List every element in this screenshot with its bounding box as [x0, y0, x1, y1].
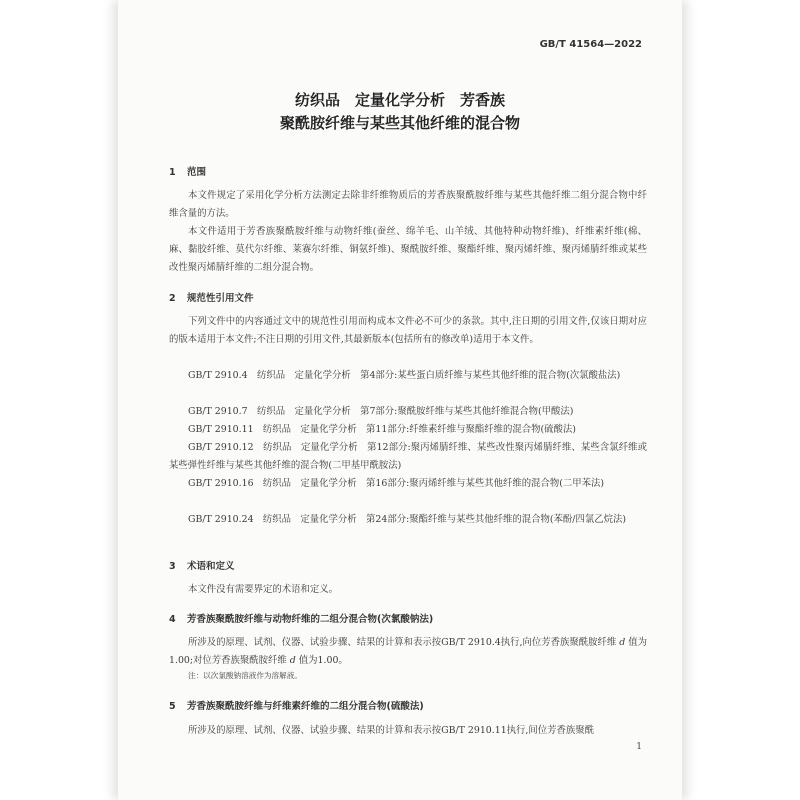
section-1-paragraph-2: 本文件适用于芳香族聚酰胺纤维与动物纤维(蚕丝、绵羊毛、山羊绒、其他特种动物纤维)、纤维素纤维(棉、麻、黏胶纤维、莫代尔纤维、莱赛尔纤维、铜氨纤维)、聚酰胺纤维、聚酯纤维、聚丙烯纤维、聚丙烯腈纤维或某些改性聚丙烯腈纤维的二组分混合物。 — [169, 226, 647, 273]
reference-item: GB/T 2910.16 纺织品 定量化学分析 第16部分:聚丙烯纤维与某些其他纤维的混合物(二甲苯法) — [188, 478, 605, 489]
section-2-heading — [169, 290, 649, 304]
section-4-paragraph-1 — [169, 634, 647, 670]
text-segment: 值为1.00。 — [298, 655, 348, 666]
section-number: 3 — [169, 561, 176, 572]
section-4-heading — [169, 611, 649, 625]
section-3-heading — [169, 558, 649, 572]
section-title: 术语和定义 — [187, 561, 235, 572]
section-1-heading — [169, 164, 649, 178]
variable-d: d — [619, 637, 626, 648]
reference-item: GB/T 2910.12 纺织品 定量化学分析 第12部分:聚丙烯腈纤维、某些改性聚丙烯腈纤维、某些含氯纤维或某些弹性纤维与某些其他纤维的混合物(二甲基甲酰胺法) — [169, 442, 647, 471]
section-5-paragraph-1: 所涉及的原理、试剂、仪器、试验步骤、结果的计算和表示按GB/T 2910.11执行,间位芳香族聚酰 — [188, 725, 595, 736]
text-segment: 所涉及的原理、试剂、仪器、试验步骤、结果的计算和表示按GB/T 2910.4执行,向位芳香族聚酰胺纤维 — [188, 637, 617, 648]
section-1-paragraph-1: 本文件规定了采用化学分析方法测定去除非纤维物质后的芳香族聚酰胺纤维与某些其他纤维二组分混合物中纤维含量的方法。 — [169, 190, 647, 219]
document-page — [118, 0, 682, 800]
section-title: 规范性引用文件 — [187, 293, 254, 304]
section-2-intro: 下列文件中的内容通过文中的规范性引用而构成本文件必不可少的条款。其中,注日期的引用文件,仅该日期对应的版本适用于本文件;不注日期的引用文件,其最新版本(包括所有的修改单)适用于本文件。 — [169, 316, 647, 345]
section-number: 2 — [169, 293, 176, 304]
section-3-paragraph-1: 本文件没有需要界定的术语和定义。 — [188, 584, 339, 595]
document-title-line1: 纺织品 定量化学分析 芳香族 — [294, 91, 505, 109]
reference-item: GB/T 2910.24 纺织品 定量化学分析 第24部分:聚酯纤维与某些其他纤维的混合物(苯酚/四氯乙烷法) — [188, 514, 626, 525]
reference-item: GB/T 2910.7 纺织品 定量化学分析 第7部分:聚酰胺纤维与某些其他纤维混合物(甲酸法) — [188, 406, 574, 417]
section-title: 芳香族聚酰胺纤维与纤维素纤维的二组分混合物(硫酸法) — [187, 701, 424, 712]
section-number: 4 — [169, 614, 176, 625]
variable-d: d — [289, 655, 296, 666]
section-number: 5 — [169, 701, 176, 712]
document-title-line2: 聚酰胺纤维与某些其他纤维的混合物 — [279, 114, 520, 132]
reference-item: GB/T 2910.4 纺织品 定量化学分析 第4部分:某些蛋白质纤维与某些其他纤维的混合物(次氯酸盐法) — [188, 370, 621, 381]
reference-item: GB/T 2910.11 纺织品 定量化学分析 第11部分:纤维素纤维与聚酯纤维的混合物(硫酸法) — [188, 424, 576, 435]
text-segment: 值为1.00;对位芳香族聚酰胺纤维 — [169, 637, 647, 666]
section-title: 范围 — [187, 167, 207, 178]
note: 注：以次氯酸钠溶液作为溶解液。 — [188, 671, 302, 680]
page-number: 1 — [636, 742, 642, 752]
standard-code: GB/T 41564—2022 — [539, 39, 642, 50]
section-5-heading — [169, 698, 649, 712]
section-title: 芳香族聚酰胺纤维与动物纤维的二组分混合物(次氯酸钠法) — [187, 614, 434, 625]
section-number: 1 — [169, 167, 176, 178]
